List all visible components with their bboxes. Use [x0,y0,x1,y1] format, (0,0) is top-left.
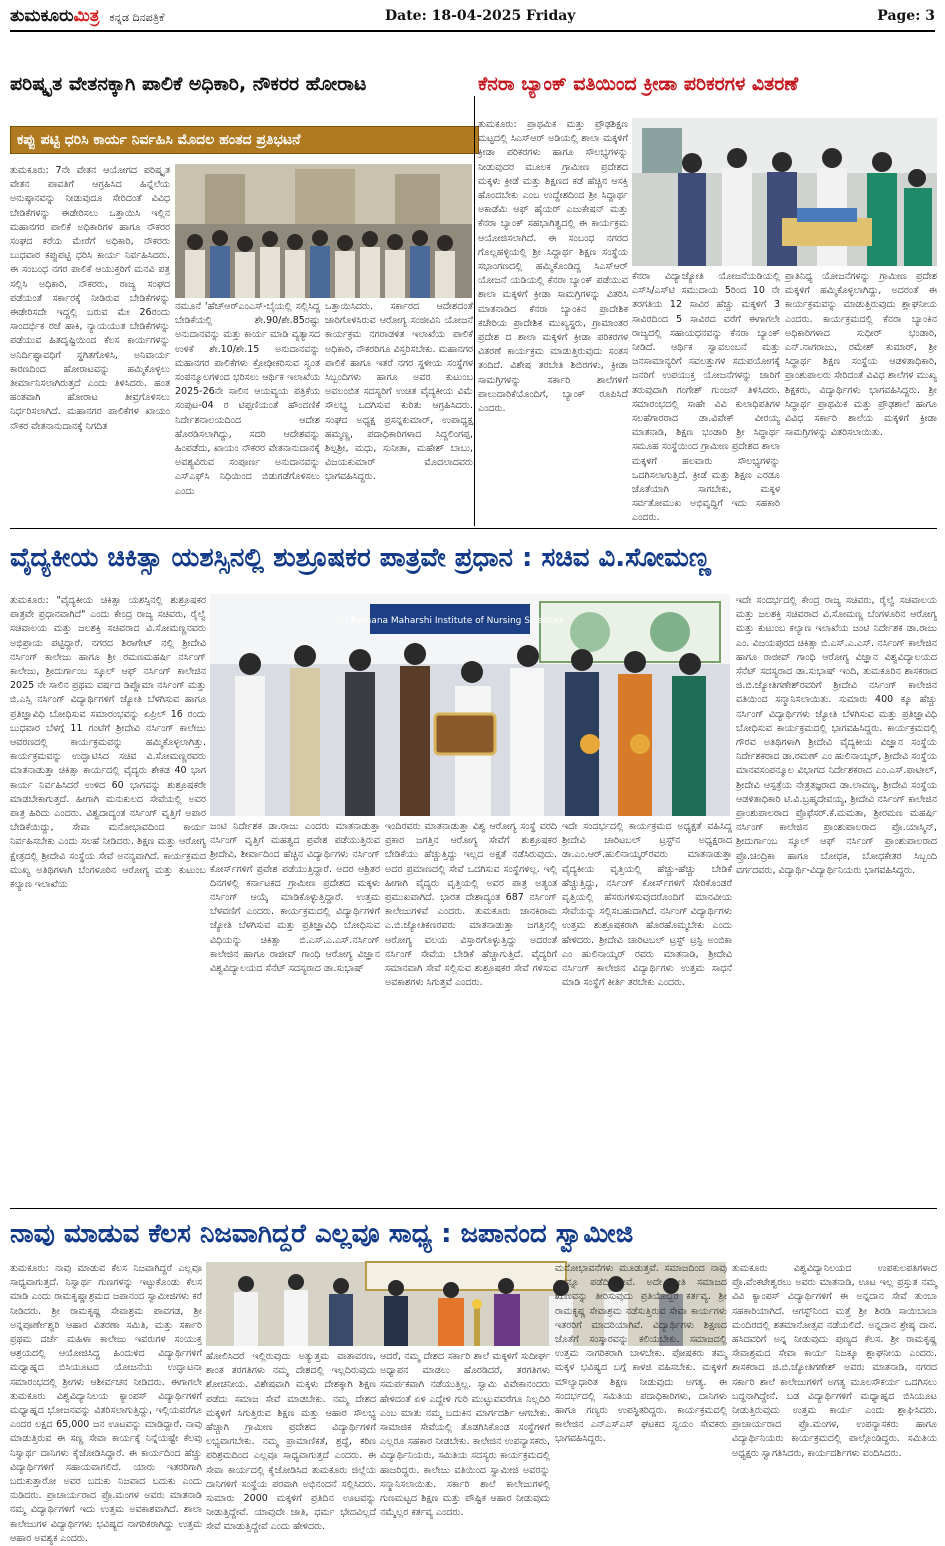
article3-column-2: ಜಂಟಿ ನಿರ್ದೇಶಕ ಡಾ.ರಾಜು ಎಂದರು ಮಾತನಾಡುತ್ತಾ ನರ್ಸಿಂಗ್ ವೃತ್ತಿಗೆ ಮಹತ್ವದ ಪ್ರವೇಶ ಪಡೆಯುತ್ತಿರುವ ಶ್ರೀದೇವಿ, ಶೀರ್ವಾದಿಂದ ಹೆಚ್ಚಿನ ವಿದ್ಯಾರ್ಥಿಗಳು ನರ್ಸಿಂಗ್ ಕೋರ್ಸ್‌ಗಳಿಗೆ ಪ್ರವೇಶ ಪಡೆಯುತ್ತಿದ್ದಾರೆ. ಅದರ ಆಶ್ರಿತರ ದಿನಗಳಲ್ಲಿ ಕರ್ನಾಟಕದ ಗ್ರಾಮೀಣ ಪ್ರದೇಶದ ಮಕ್ಕಳು ನರ್ಸಿಂಗ್ ಆಯ್ಕೆ ಮಾಡಿಕೊಳ್ಳುತ್ತಿದ್ದಾರೆ. ಉತ್ತಮ ಬೆಳವಣಿಗೆ ಎಂದರು. ಕಾರ್ಯಕ್ರಮದಲ್ಲಿ ವಿದ್ಯಾರ್ಥಿಗಳಿಗೆ ಜ್ಯೋತಿ ಬೆಳಗಿಸುವ ಮತ್ತು ಪ್ರತಿಜ್ಞಾವಿಧಿ ಬೋಧಿಸುವ ವಿಧಿಯನ್ನು ಚಿಕಿತ್ಸಾ ಬಿ.ಎಸ್.ಎ.ಎಸ್.ನರ್ಸಿಂಗ್ ಕಾಲೇಜಿನ ಹಾಗೂ ರಾಜೀವ್ ಗಾಂಧಿ ಆರೋಗ್ಯ ವಿಜ್ಞಾನ ವಿಶ್ವವಿದ್ಯಾಲಯದ ಸೆನೆಟ್ ಸದಸ್ಯರಾದ ಡಾ.ಸುಭಾಷ್ [210,821,380,975]
section-divider [10,528,937,529]
newspaper-logo: ತುಮಕೂರುಮಿತ್ರ ಕನ್ನಡ ದಿನಪತ್ರಿಕೆ [10,6,165,26]
article4-column-3: ಆದರೆ, ನಮ್ಮ ದೇಶದ ಸರ್ಕಾರಿ ಶಾಲೆ ಮಕ್ಕಳಿಗೆ ಸುದೀರ್ಘ ಅಧ್ಯಾಪನ ಮಾಡಲು ಹೊರಡಿದರೆ, ತರಗತಿಗಳು ಸಮರ್ಪಕವಾಗಿ ನಡೆಯುತ್ತಿಲ್ಲ. ಸ್ವಾಮಿ ವಿವೇಕಾನಂದರು ಹೇಳಿದಂತೆ ಏಳಿ ಎದ್ದೇಳಿ ಗುರಿ ಮುಟ್ಟುವವರೆಗೂ ನಿಲ್ಲದಿರಿ ಎಂಬ ಮಾತು ನಮ್ಮ ಬದುಕಿನ ಮಾರ್ಗದರ್ಶಿ ಆಗಬೇಕು. ಸಾಮಾಜಿಕ ಸೇವೆಯಲ್ಲಿ ತೊಡಗಿಸಿಕೊಂಡ ಸಂಸ್ಥೆಗಳಿಗೆ ಎಲ್ಲರೂ ಸಹಕಾರ ನೀಡಬೇಕು. ಕಾಲೇಜಿನ ಉಪನ್ಯಾಸಕರು, ವಿದ್ಯಾರ್ಥಿನಿಯರು, ಸಮಿತಿಯ ಸದಸ್ಯರು ಕಾರ್ಯಕ್ರಮದಲ್ಲಿ ಹಾಜರಿದ್ದರು. ಕಾಲೇಜು ವತಿಯಿಂದ ಸ್ವಾಮೀಜಿ ಅವರನ್ನು ಸನ್ಮಾನಿಸಲಾಯಿತು. ಸರ್ಕಾರಿ ಶಾಲೆ ಕಾಲೇಜುಗಳಲ್ಲಿ ಗುಣಮಟ್ಟದ ಶಿಕ್ಷಣ ಮತ್ತು ಪೌಷ್ಟಿಕ ಆಹಾರ ನೀಡುವುದು ನಮ್ಮೆಲ್ಲರ ಕರ್ತವ್ಯ ಎಂದರು. [380,1351,550,1519]
article4-column-4: ಮನೋಭಾವನೆಗಳು ಮೂಡುತ್ತವೆ. ಸಮಾಜದಿಂದ ನಾವು ಏನನ್ನೂ ಪಡೆದಿರುತ್ತೇವೆ. ಅದೇ ರೀತಿ ಸಮಾಜದ ಋಣವನ್ನು ತೀರಿಸುವುದು ಪ್ರತಿಯೊಬ್ಬರ ಕರ್ತವ್ಯ. ಶ್ರೀ ರಾಮಕೃಷ್ಣ ಸೇವಾಶ್ರಮ ನಡೆಸುತ್ತಿರುವ ಸೇವಾ ಕಾರ್ಯಗಳು ಇತರರಿಗೆ ಮಾದರಿಯಾಗಿವೆ. ವಿದ್ಯಾರ್ಥಿಗಳು ಶಿಕ್ಷಣದ ಜೊತೆಗೆ ಸಂಸ್ಕಾರವನ್ನು ಕಲಿಯಬೇಕು. ಸಮಾಜದಲ್ಲಿ ಉತ್ತಮ ನಾಗರಿಕರಾಗಿ ಬಾಳಬೇಕು. ಪೋಷಕರು ತಮ್ಮ ಮಕ್ಕಳ ಭವಿಷ್ಯದ ಬಗ್ಗೆ ಕಾಳಜಿ ವಹಿಸಬೇಕು. ಮಕ್ಕಳಿಗೆ ಮೌಲ್ಯಾಧಾರಿತ ಶಿಕ್ಷಣ ನೀಡುವುದು ಅಗತ್ಯ. ಈ ಸಂದರ್ಭದಲ್ಲಿ ಸಮಿತಿಯ ಪದಾಧಿಕಾರಿಗಳು, ದಾನಿಗಳು ಹಾಗೂ ಗಣ್ಯರು ಉಪಸ್ಥಿತರಿದ್ದರು. ಕಾರ್ಯಕ್ರಮದಲ್ಲಿ ಕಾಲೇಜಿನ ಎನ್‌ಎಸ್‌ಎಸ್ ಘಟಕದ ಸ್ವಯಂ ಸೇವಕರು ಭಾಗವಹಿಸಿದ್ದರು. [555,1263,727,1445]
article1-column-3: ಒತ್ತಾಯಿಸಿದರು. ಸರ್ಕಾರದ ಆದೇಶದಂತೆ ಜಾರಿಗೊಳಿಸಿರುವ ಆರೋಗ್ಯ ಸಂಜೀವಿನಿ ಯೋಜನೆ ಕಾರ್ಯಕ್ರಮ ನಗರಾಡಳಿತ ಇಲಾಖೆಯ ಪಾಲಿಕೆ ಅಧಿಕಾರಿ, ನೌಕರರಿಗೂ ವಿಸ್ತರಿಸಬೇಕು. ಮಹಾನಗರ ಪಾಲಿಕೆ ಹಾಗೂ ಇತರೆ ನಗರ ಸ್ಥಳೀಯ ಸಂಸ್ಥೆಗಳ ಸಿಬ್ಬಂದಿಗಳು ಹಾಗೂ ಅವರ ಕುಟುಂಬ ಅವಲಂಬಿತ ಸದಸ್ಯರಿಗೆ ಉಚಿತ ವೈದ್ಯಕೀಯ ವಿಮೆ ಸೌಲಭ್ಯ ಒದಗಿಸುವ ಕುರಿತು ಆಗ್ರಹಿಸಿದರು. ಸಂಘದ ಅಧ್ಯಕ್ಷ ಪ್ರಸನ್ನಕುಮಾರ್, ಉಪಾಧ್ಯಕ್ಷ ಹಮ್ಮಣ್ಣ, ಪದಾಧಿಕಾರಿಗಳಾದ ಸಿದ್ದಲಿಂಗಪ್ಪ, ಶಿಲ್ಪಶ್ರೀ, ಮಧು, ಸುನೀತಾ, ಮಹೇಶ್ ಬಾಬು, ವಿಜಯಕುಮಾರ್ ಮೊದಲಾದವರು ಭಾಗವಹಿಸಿದ್ದರು. [325,301,473,483]
nursing-ceremony-photo [210,594,730,816]
article2-column-3: ಪ್ರಾತಿನಿಧ್ಯ ಯೋಜನೆಗಳನ್ನು ಗ್ರಾಮೀಣ ಪ್ರದೇಶ ಮಕ್ಕಳಿಗೆ ಹಮ್ಮಿಕೊಳ್ಳಲಾಗಿದ್ದು, ಅದರಂತೆ ಈ ಕಾರ್ಯಕ್ರಮವನ್ನು ಮಾಡುತ್ತಿರುವುದು ಶ್ಲಾಘನೀಯ ಎಂದರು. ಕಾರ್ಯಕ್ರಮದಲ್ಲಿ ಕೆನರಾ ಬ್ಯಾಂಕಿನ ಅಧಿಕಾರಿಗಳಾದ ಸುಧೀರ್ ಭಂಡಾರಿ, ಎನ್.ನಾಗರಾಜು, ರಮೇಶ್ ಕುಮಾರ್, ಶ್ರೀ ಸಿದ್ಧಾರ್ಥ ಶಿಕ್ಷಣ ಸಂಸ್ಥೆಯ ಆಡಳಿತಾಧಿಕಾರಿ, ಪ್ರಾಂಶುಪಾಲರು ಸೇರಿದಂತೆ ವಿವಿಧ ಶಾಲೆಗಳ ಮುಖ್ಯ ಶಿಕ್ಷಕರು, ವಿದ್ಯಾರ್ಥಿಗಳು ಭಾಗವಹಿಸಿದ್ದರು. ಶ್ರೀ ಸಿದ್ಧಾರ್ಥ ಪ್ರಾಥಮಿಕ ಮತ್ತು ಪ್ರೌಢಶಾಲೆ ಹಾಗೂ ವಿವಿಧ ಸರ್ಕಾರಿ ಶಾಲೆಯ ಮಕ್ಕಳಿಗೆ ಕ್ರೀಡಾ ಸಾಮಗ್ರಿಗಳನ್ನು ವಿತರಿಸಲಾಯಿತು. [785,271,937,439]
article3-column-1: ತುಮಕೂರು: "ವೈದ್ಯಕೀಯ ಚಿಕಿತ್ಸಾ ಯಶಸ್ಸಿನಲ್ಲಿ ಶುಶ್ರೂಷಕರ ಪಾತ್ರವೇ ಪ್ರಧಾನವಾಗಿದೆ" ಎಂದು ಕೇಂದ್ರ ರಾಜ್ಯ ಸಚಿವರು, ರೈಲ್ವೆ ಸಚಿವಾಲಯ ಮತ್ತು ಜಲಶಕ್ತಿ ಸಚಿವರಾದ ವಿ.ಸೋಮಣ್ಣನವರು ಅಭಿಪ್ರಾಯ ಪಟ್ಟಿದ್ದಾರೆ. ನಗರದ ಶಿರಾಗೇಟ್ ನಲ್ಲಿ ಶ್ರೀದೇವಿ ನರ್ಸಿಂಗ್ ಕಾಲೇಜು ಹಾಗೂ ಶ್ರೀ ರಮಣಮಹರ್ಷಿ ನರ್ಸಿಂಗ್ ಕಾಲೇಜು, ಶ್ರೀದುರ್ಗಾಂಬ ಸ್ಕೂಲ್ ಆಫ್ ನರ್ಸಿಂಗ್ ಕಾಲೇಜಿನ 2025 ನೇ ಸಾಲಿನ ಪ್ರಥಮ ವರ್ಷದ ಡಿಪ್ಲೊಮಾ ನರ್ಸಿಂಗ್ ಮತ್ತು ಬಿ.ಎಸ್ಸಿ ನರ್ಸಿಂಗ್ ವಿದ್ಯಾರ್ಥಿಗಳಿಗೆ ಜ್ಯೋತಿ ಬೆಳಗಿಸುವ ಹಾಗೂ ಪ್ರತಿಜ್ಞಾವಿಧಿ ಬೋಧಿಸುವ ಸಮಾರಂಭವನ್ನು ಏಪ್ರಿಲ್ 16 ರಂದು ಬುಧವಾರ ಬೆಳಗ್ಗೆ 11 ಗಂಟೆಗೆ ಶ್ರೀದೇವಿ ನರ್ಸಿಂಗ್ ಕಾಲೇಜು ಆವರಣದಲ್ಲಿ ಕಾರ್ಯಕ್ರಮವನ್ನು ಹಮ್ಮಿಕೊಳ್ಳಲಾಗಿತ್ತು. ಕಾರ್ಯಕ್ರಮವನ್ನು ಉದ್ಘಾಟಿಸಿದ ಸಚಿವ ವಿ.ಸೋಮಣ್ಣರವರು ಮಾತನಾಡುತ್ತಾ ಚಿಕಿತ್ಸಾ ಕಾರ್ಯದಲ್ಲಿ ವೈದ್ಯರು ಶೇಕಡ 40 ಭಾಗ ಕಾರ್ಯ ನಿರ್ವಹಿಸಿದರೆ ಉಳಿದ 60 ಭಾಗವನ್ನು ಶುಶ್ರೂಷಕರೇ ಮಾಡಬೇಕಾಗುತ್ತದೆ. ಹೀಗಾಗಿ ಮನುಕುಲದ ಸೇವೆಯಲ್ಲಿ ಅವರ ಪಾತ್ರ ಹಿರಿದು ಎಂದರು. ವಿಶ್ವದಾದ್ಯಂತ ನರ್ಸಿಂಗ್ ವೃತ್ತಿಗೆ ಅಪಾರ ಬೇಡಿಕೆಯಿದ್ದು, ಸೇವಾ ಮನೋಭಾವದಿಂದ ಕಾರ್ಯ ನಿರ್ವಹಿಸಬೇಕು ಎಂದು ಸಲಹೆ ನೀಡಿದರು. ಶಿಕ್ಷಣ ಮತ್ತು ಆರೋಗ್ಯ ಕ್ಷೇತ್ರದಲ್ಲಿ ಶ್ರೀದೇವಿ ಸಂಸ್ಥೆಯ ಸೇವೆ ಅನನ್ಯವಾಗಿದೆ. ಕಾರ್ಯಕ್ರಮದ ಮುಖ್ಯ ಅತಿಥಿಗಳಾಗಿ ಬೆಂಗಳೂರಿನ ಆರೋಗ್ಯ ಮತ್ತು ಕುಟುಂಬ ಕಲ್ಯಾಣ ಇಲಾಖೆಯ [10,595,206,891]
protest-photo [175,164,472,298]
article3-column-4: ಇದೇ ಸಂದರ್ಭದಲ್ಲಿ ಕಾರ್ಯಕ್ರಮದ ಅಧ್ಯಕ್ಷತೆ ವಹಿಸಿದ್ದ ಶ್ರೀದೇವಿ ಚಾರಿಟಬಲ್ ಟ್ರಸ್ಟ್‌ನ ಅಧ್ಯಕ್ಷರಾದ ಡಾ.ಎಂ.ಆರ್.ಹುಲಿನಾಯ್ಕರ್‌ರವರು ಮಾತನಾಡುತ್ತಾ ವೈದ್ಯಕೀಯ ವೃತ್ತಿಯಲ್ಲಿ ಹೆಚ್ಚು-ಹೆಚ್ಚು ಬೇಡಿಕೆ ಹೆಚ್ಚುತ್ತಿದ್ದು, ನರ್ಸಿಂಗ್ ಕೋರ್ಸ್‌ಗಳಿಗೆ ಸೇರಿಕೊಂಡರೆ ವೃತ್ತಿಯಲ್ಲಿ ಹೆಸರುಗಳಿಸುವುದರೊಂದಿಗೆ ಮಾನವೀಯ ಸೇವೆಯನ್ನು ಸಲ್ಲಿಸಬಹುದಾಗಿದೆ. ನರ್ಸಿಂಗ್ ವಿದ್ಯಾರ್ಥಿಗಳು ಉತ್ತಮ ಶುಶ್ರೂಷಕರಾಗಿ ಹೊರಹೊಮ್ಮಬೇಕು ಎಂದು ಹೇಳಿದರು. ಶ್ರೀದೇವಿ ಚಾರಿಟಬಲ್ ಟ್ರಸ್ಟ್ ಟ್ರಸ್ಟಿ ಅಂಬಿಕಾ ಎಂ ಹುಲಿನಾಯ್ಕರ್ ರವರು ಮಾತನಾಡಿ, ಶ್ರೀದೇವಿ ನರ್ಸಿಂಗ್ ಕಾಲೇಜಿನ ವಿದ್ಯಾರ್ಥಿಗಳು ಉತ್ತಮ ಸಾಧನೆ ಮಾಡಿ ಸಂಸ್ಥೆಗೆ ಕೀರ್ತಿ ತರಬೇಕು ಎಂದರು. [562,821,732,989]
article1-column-2: ನಮೂನೆ 'ಹೆಚ್‌ಆರ್‌ಎಂಎಸ್-ಬೈಯಲ್ಲಿ ಸಲ್ಲಿಸಿದ್ದ ಬೇಡಿಕೆಯಲ್ಲಿ ಶೇ.90/ಶೇ.85ರಷ್ಟು ಅನುದಾನವನ್ನು ಮತ್ತು ಕಾರ್ಯ ಮಾಡಿ ವ್ಯತ್ಯಾಸದ ಉಳಿಕೆ ಶೇ.10/ಶೇ.15 ಅನುದಾನವನ್ನು ಮಹಾನಗರ ಪಾಲಿಕೆಗಳು ಕ್ರೋಢೀಕರಿಸುವ ಸ್ವಂತ ಸಂಪನ್ಮೂಲಗಳಿಂದ ಭರಿಸಲು ಆರ್ಥಿಕ ಇಲಾಖೆಯ 2025-26ನೇ ಸಾಲಿನ ಆಯವ್ಯಯ ಪತ್ರಿಕೆಯ ಸಂಪುಟ-04 ರ ಟಿಪ್ಪಣಿಯಂತೆ ಹೌಂದಣಿಕೆ ನಿರ್ದೇಶನಾಲಯದಿಂದ ಆದೇಶ ಹೊರಡಿಸಲಾಗಿದ್ದು, ಸದರಿ ಆದೇಶವನ್ನು ಹಿಂಪಡೆದು, ಖಾಯಂ ನೌಕರರ ವೇತನಾನುದಾನಕ್ಕೆ ಅವಶ್ಯವಿರುವ ಸಂಪೂರ್ಣ ಅನುದಾನವನ್ನು ಎಸ್‌ಎಫ್‌ಸಿ ನಿಧಿಯಿಂದ ಬಿಡುಗಡೆಗೊಳಿಸಲು ಎಂದು [175,301,320,497]
article2-headline: ಕೆನರಾ ಬ್ಯಾಂಕ್ ವತಿಯಿಂದ ಕ್ರೀಡಾ ಪರಿಕರಗಳ ವಿತರಣೆ [478,73,799,95]
stage-banner-text: Sri Ramana Maharshi Institute of Nursing Sciences [336,616,564,626]
article3-column-5: ಇದೇ ಸಂದರ್ಭದಲ್ಲಿ ಕೇಂದ್ರ ರಾಜ್ಯ ಸಚಿವರು, ರೈಲ್ವೆ ಸಚಿವಾಲಯ ಮತ್ತು ಜಲಶಕ್ತಿ ಸಚಿವರಾದ ವಿ.ಸೋಮಣ್ಣ ಬೆಂಗಳೂರಿನ ಆರೋಗ್ಯ ಮತ್ತು ಕುಟುಂಬ ಕಲ್ಯಾಣ ಇಲಾಖೆಯ ಜಂಟಿ ನಿರ್ದೇಶಕ ಡಾ.ರಾಜು ಎಂ. ವಿಜಯಪುರದ ಚಿಕಿತ್ಸಾ ಬಿ.ಎಸ್.ಎ.ಎಸ್. ನರ್ಸಿಂಗ್ ಕಾಲೇಜಿನ ಹಾಗೂ ರಾಜೀವ್ ಗಾಂಧಿ ಆರೋಗ್ಯ ವಿಜ್ಞಾನ ವಿಶ್ವವಿದ್ಯಾಲಯದ ಸೆನೆಟ್ ಸದಸ್ಯರಾದ ಡಾ.ಸುಭಾಷ್ ಇಂದಿ, ತುಮಕೂರಿನ ಶಾಸಕರಾದ ಜಿ.ಬಿ.ಜ್ಯೋತಿಗಣೇಶ್‌ರವರಿಗೆ ಶ್ರೀದೇವಿ ನರ್ಸಿಂಗ್ ಕಾಲೇಜಿನ ವತಿಯಿಂದ ಸನ್ಮಾನಿಸಲಾಯಿತು. ಸುಮಾರು 400 ಕ್ಕೂ ಹೆಚ್ಚು ನರ್ಸಿಂಗ್ ವಿದ್ಯಾರ್ಥಿಗಳು ಜ್ಯೋತಿ ಬೆಳಗಿಸುವ ಮತ್ತು ಪ್ರತಿಜ್ಞಾವಿಧಿ ಬೋಧಿಸುವ ಕಾರ್ಯಕ್ರಮದಲ್ಲಿ ಭಾಗವಹಿಸಿದ್ದರು. ಕಾರ್ಯಕ್ರಮದಲ್ಲಿ ಗೌರವ ಅತಿಥಿಗಳಾಗಿ ಶ್ರೀದೇವಿ ವೈದ್ಯಕೀಯ ವಿಜ್ಞಾನ ಸಂಸ್ಥೆಯ ನಿರ್ದೇಶಕರಾದ ಡಾ.ರಮಣ್ ಎಂ ಹುಲಿನಾಯ್ಕರ್, ಶ್ರೀದೇವಿ ಸಂಸ್ಥೆಯ ಮಾನವಸಂಪನ್ಮೂಲ ವಿಭಾಗದ ನಿರ್ದೇಶಕರಾದ ಎಂ.ಎಸ್.ಪಾಟೀಲ್, ಶ್ರೀದೇವಿ ಆಸ್ಪತ್ರೆಯ ನೇತ್ರತಜ್ಞರಾದ ಡಾ.ಲಾವಣ್ಯ, ಶ್ರೀದೇವಿ ಸಂಸ್ಥೆಯ ಆಡಳಿತಾಧಿಕಾರಿ ಟಿ.ವಿ.ಬ್ರಹ್ಮದೇವಯ್ಯ, ಶ್ರೀದೇವಿ ನರ್ಸಿಂಗ್ ಕಾಲೇಜಿನ ಪ್ರಾಂಶುಪಾಲರಾದ ಪ್ರೊಫೆಸರ್.ಕೆ.ಮಮತಾ, ಶ್ರೀರಮಣ ಮಹರ್ಷಿ ನರ್ಸಿಂಗ್ ಕಾಲೇಜಿನ ಪ್ರಾಂಶುಪಾಲರಾದ ಪ್ರೊ.ಯಾಸ್ಮಿನ್, ಶ್ರೀದುರ್ಗಾಂಬ ಸ್ಕೂಲ್ ಆಫ್ ನರ್ಸಿಂಗ್ ಪ್ರಾಂಶುಪಾಲರಾದ ಪ್ರೊ.ಚಂದ್ರಿಕಾ ಹಾಗೂ ಬೋಧಕ, ಬೋಧಕೇತರ ಸಿಬ್ಬಂದಿ ವರ್ಗದವರು, ವಿದ್ಯಾರ್ಥಿ-ವಿದ್ಯಾರ್ಥಿನಿಯರು ಭಾಗವಹಿಸಿದ್ದರು. [736,595,938,876]
section-divider-2 [10,1208,937,1209]
masthead [10,4,935,32]
article2-column-2: ಕೆನರಾ ವಿದ್ಯಾಜ್ಯೋತಿ ಯೋಜನೆಯಡಿಯಲ್ಲಿ ಎಸ್‌ಸಿ/ಎಸ್‌ಟಿ ಸಮುದಾಯ 5ರಿಂದ 10 ನೇ ತರಗತಿಯ 12 ಸಾವಿರ ಹೆಚ್ಚು ಮಕ್ಕಳಿಗೆ 3 ಸಾವಿರದಿಂದ 5 ಸಾವಿರದ ವರೆಗೆ ಈಗಾಗಲೇ ರಾಜ್ಯದಲ್ಲಿ ಸಹಾಯಧನವನ್ನು ಕೆನರಾ ಬ್ಯಾಂಕ್ ನೀಡಿದೆ. ಆರ್ಥಿಕ ಸ್ವಾವಲಂಬನೆ ಮತ್ತು ಜನಸಾಮಾನ್ಯರಿಗೆ ಸವಲತ್ತುಗಳ ಸದುಪಯೋಗಕ್ಕೆ ಜನರಿಗೆ ಉಪಯುಕ್ತ ಯೋಜನೆಗಳನ್ನು ಜಾರಿಗೆ ತರುವುದಾಗಿ ಗಂಗೇಶ್ ಗುಂಜನ್ ತಿಳಿಸಿದರು. ಸಮಾರಂಭದಲ್ಲಿ ಸಾಹೇ ವಿವಿ ಕುಲಾಧಿಪತಿಗಳ ಸಲಹೆಗಾರರಾದ ಡಾ.ವಿವೇಕ್ ವೀರಯ್ಯ ಮಾತನಾಡಿ, ಶಿಕ್ಷಣ ಭಂಡಾರಿ ಶ್ರೀ ಸಿದ್ಧಾರ್ಥ ಸಮೂಹ ಸಂಸ್ಥೆಯಿಂದ ಗ್ರಾಮೀಣ ಪ್ರದೇಶದ ಶಾಲಾ ಮಕ್ಕಳಿಗೆ ಹಲವಾರು ಸೌಲಭ್ಯಗಳನ್ನು ಒದಗಿಸಲಾಗುತ್ತಿದೆ. ಕ್ರೀಡೆ ಮತ್ತು ಶಿಕ್ಷಣ ಎರಡೂ ಜೊತೆಯಾಗಿ ಸಾಗಬೇಕು, ಮಕ್ಕಳ ಸರ್ವತೋಮುಖ ಅಭಿವೃದ್ಧಿಗೆ ಇದು ಸಹಕಾರಿ ಎಂದರು. [632,271,780,524]
nursing-ceremony-illustration [210,594,730,816]
sports-kit-distribution-photo [632,118,937,266]
article1-subhead: ಕಪ್ಪು ಪಟ್ಟಿ ಧರಿಸಿ ಕಾರ್ಯ ನಿರ್ವಹಿಸಿ ಮೊದಲ ಹಂತದ ಪ್ರತಿಭಟನೆ [10,126,479,154]
column-divider [474,96,475,526]
article2-column-1: ತುಮಕೂರು: ಪ್ರಾಥಮಿಕ ಮತ್ತು ಪ್ರೌಢಶಿಕ್ಷಣ ಮಟ್ಟದಲ್ಲಿ ಸಿಎಸ್‌ಆರ್ ಅಡಿಯಲ್ಲಿ ಶಾಲಾ ಮಕ್ಕಳಿಗೆ ಕ್ರೀಡಾ ಪರಿಕರಗಳು ಹಾಗೂ ಸೌಲಭ್ಯಗಳನ್ನು ನೀಡುವುದರ ಮೂಲಕ ಗ್ರಾಮೀಣ ಪ್ರದೇಶದ ಮಕ್ಕಳು ಕ್ರೀಡೆ ಮತ್ತು ಶಿಕ್ಷಣದ ಕಡೆ ಹೆಚ್ಚಿನ ಆಸಕ್ತಿ ಹೊಂದಬೇಕು ಎಂಬ ಉದ್ದೇಶದಿಂದ ಶ್ರೀ ಸಿದ್ದಾರ್ಥ ಅಕಾಡೆಮಿ ಆಫ್ ಹೈಯರ್ ಎಜುಕೇಷನ್ ಮತ್ತು ಕೆನರಾ ಬ್ಯಾಂಕ್ ಸಹಭಾಗಿತ್ವದಲ್ಲಿ ಈ ಕಾರ್ಯಕ್ರಮ ಆಯೋಜಿಸಲಾಗಿದೆ. ಈ ಸಂಬಂಧ ನಗರದ ಗೊಲ್ಲಹಳ್ಳಿಯಲ್ಲಿ ಶ್ರೀ ಸಿದ್ದಾರ್ಥ ಶಿಕ್ಷಣ ಸಂಸ್ಥೆಯ ಸಭಾಂಗಣದಲ್ಲಿ ಹಮ್ಮಿಕೊಂಡಿದ್ದ ಸಿಎಸ್‌ಆರ್ ಯೋಜನೆ ಯಡಿಯಲ್ಲಿ ಕೆನರಾ ಬ್ಯಾಂಕ್ ಪಡೆಯುವ ಶಾಲಾ ಮಕ್ಕಳಿಗೆ ಕ್ರೀಡಾ ಸಾಮಗ್ರಿಗಳನ್ನು ವಿತರಿಸಿ ಮಾತನಾಡಿದ ಕೆನರಾ ಬ್ಯಾಂಕಿನ ಪ್ರಾದೇಶಿಕ ಕಚೇರಿಯ ಪ್ರಾದೇಶಿಕ ಮುಖ್ಯಸ್ಥರು, ಗ್ರಾಮಾಂತರ ಪ್ರದೇಶ ದ ಶಾಲಾ ಮಕ್ಕಳಿಗೆ ಕ್ರೀಡಾ ಪರಿಕರಗಳ ವಿತರಣೆ ಕಾರ್ಯಕ್ರಮ ಮಾಡುತ್ತಿರುವುದು ಸಂತಸ ತಂದಿದೆ. ವಿಶೇಷ ತರಬೇತಿ ಶಿಬಿರಗಳು, ಕ್ರೀಡಾ ಸಾಮಗ್ರಿಗಳನ್ನು ಸರ್ಕಾರಿ ಶಾಲೆಗಳಿಗೆ ಪಾಲುದಾರಿಕೆಯೊಂದಿಗೆ, ಬ್ಯಾಂಕ್ ರೂಪಿಸಿದೆ ಎಂದರು. [478,119,628,415]
sports-kit-photo-illustration [632,118,937,266]
issue-date: Date: 18-04-2025 Friday [385,8,576,24]
article1-column-1: ತುಮಕೂರು: 7ನೇ ವೇತನ ಆಯೋಗದ ಪರಿಷ್ಕೃತ ವೇತನ ಪಾವತಿಗೆ ಆಗ್ರಹಿಸಿದ ಹಿನ್ನೆಲೆಯ ಅನುಷ್ಠಾನವನ್ನು ನೀಡುವುದೂ ಸೇರಿದಂತೆ ವಿವಿಧ ಬೇಡಿಕೆಗಳನ್ನು ಈಡೇರಿಸಲು ಒತ್ತಾಯಿಸಿ ಇಲ್ಲಿನ ಮಹಾನಗರ ಪಾಲಿಕೆ ಅಧಿಕಾರಿಗಳ ಹಾಗೂ ನೌಕರರ ಸಂಘದ ಕರೆಯ ಮೇರೆಗೆ ಅಧಿಕಾರಿ, ನೌಕರರು ಬುಧವಾರ ಕಪ್ಪುಪಟ್ಟಿ ಧರಿಸಿ ಕಾರ್ಯ ನಿರ್ವಹಿಸಿದರು. ಈ ಸಂಬಂಧ ನಗರ ಪಾಲಿಕೆ ಆಯುಕ್ತರಿಗೆ ಮನವಿ ಪತ್ರ ಸಲ್ಲಿಸಿ ಅಧಿಕಾರಿ, ನೌಕರರು, ರಾಜ್ಯ ಸಂಘದ ಪಡೆಯಂತೆ ಸರ್ಕಾರಕ್ಕೆ ನೀಡಿರುವ ಬೇಡಿಕೆಗಳನ್ನು ಈಡೇರಿಸದೇ ಇದ್ದಲ್ಲಿ ಬರುವ ಮೇ 26ರಂದು ಸಾಂದರ್ಭಿಕ ರಜೆ ಹಾಕಿ, ನ್ಯಾಯಯುತ ಬೇಡಿಕೆಗಳನ್ನು ಪಡೆಯುವ ಹಿತದೃಷ್ಟಿಯಿಂದ ಕೆಲಸ ಕಾರ್ಯಗಳನ್ನು ಅನಿರ್ದಿಷ್ಟಾವಧಿಗೆ ಸ್ಥಗಿತಗೊಳಿಸಿ, ಅನಿವಾರ್ಯ ಕಾರಣದಿಂದ ಹೋರಾಟವನ್ನು ಹಮ್ಮಿಕೊಳ್ಳಲು ತೀರ್ಮಾನಿಸಲಾಗಿರುತ್ತದೆ ಎಂದು ತಿಳಿಸಿದರು. ಹಂತ ಹಂತವಾಗಿ ಹೋರಾಟ ತೀವ್ರಗೊಳಿಸಲು ನಿರ್ಧರಿಸಲಾಗಿದೆ. ಮಹಾನಗರ ಪಾಲಿಕೆಗಳ ಖಾಯಂ ನೌಕರ ವೇತನಾನುದಾನಕ್ಕೆ ನಿಗದಿತ [10,165,170,432]
article4-column-1: ತುಮಕೂರು: ನಾವು ಮಾಡುವ ಕೆಲಸ ನಿಜವಾಗಿದ್ದರೆ ಎಲ್ಲವೂ ಸಾಧ್ಯವಾಗುತ್ತದೆ. ನಿಸ್ವಾರ್ಥ ಗುಣಗಳನ್ನು ಇಟ್ಟುಕೊಂಡು ಕೆಲಸ ಮಾಡಿ ಎಂದು ರಾಮಕೃಷ್ಣಾಶ್ರಮದ ಜಪಾನಂದ ಸ್ವಾಮೀಜಿಗಳು ಕರೆ ನೀಡಿದರು. ಶ್ರೀ ರಾಮಕೃಷ್ಣ ಸೇವಾಶ್ರಮ ಪಾವಗಡ, ಶ್ರೀ ಅನ್ನಪೂರ್ಣೇಶ್ವರಿ ಆಹಾರ ವಿತರಣಾ ಸಮಿತಿ, ಮತ್ತು ಸರ್ಕಾರಿ ಪ್ರಥಮ ದರ್ಜೆ ಮಹಿಳಾ ಕಾಲೇಜು ಇವರುಗಳ ಸಂಯುಕ್ತ ಆಶ್ರಯದಲ್ಲಿ ಆಯೋಜಿಸಿದ್ದ ಹಿಂದುಳಿದ ವಿದ್ಯಾರ್ಥಿಗಳಿಗೆ ಮಧ್ಯಾಹ್ನದ ಬಿಸಿಯೂಟದ ಯೋಜನೆಯ ಉದ್ಘಾಟನಾ ಸಮಾರಂಭದಲ್ಲಿ ಶ್ರೀಗಳು ಆಶೀರ್ವಚನ ನೀಡಿದರು. ಈಗಾಗಲೇ ತುಮಕೂರು ವಿಶ್ವವಿದ್ಯಾನಿಲಯ ಕ್ಯಾಂಪಸ್ ವಿದ್ಯಾರ್ಥಿಗಳಿಗೆ ಮಧ್ಯಾಹ್ನದ ಭೋಜನವನ್ನು ವಿತರಿಸಲಾಗುತ್ತಿದ್ದು, ಇಲ್ಲಿಯವರೆಗೂ ಎಂದರ ಲಕ್ಷದ 65,000 ಜನ ಊಟವನ್ನು ಮಾಡಿದ್ದಾರೆ. ನಾವು ಮಾಡುತ್ತಿರುವ ಈ ಸಣ್ಣ ಸೇವಾ ಕಾರ್ಯಕ್ಕೆ ನಿನ್ನೆಯಷ್ಟೇ ಕೆಲವು ನಿಸ್ವಾರ್ಥ ದಾನಿಗಳು ಕೈಜೋಡಿಸಿದ್ದಾರೆ. ಈ ಕಾರ್ಯದಿಂದ ಹೆಚ್ಚು ವಿದ್ಯಾರ್ಥಿಗಳಿಗೆ ಸಹಾಯವಾಗಲಿದೆ. ಯಾರು ಇತರರಿಗಾಗಿ ಬದುಕುತ್ತಾರೋ ಅವರ ಬದುಕು ನಿಜವಾದ ಬದುಕು ಎಂದು ನುಡಿದರು. ಪ್ರಾಚಾರ್ಯರಾದ ಪ್ರೊ.ಮಂಗಳ ಅವರು ಮಾತನಾಡಿ ನಮ್ಮ ವಿದ್ಯಾರ್ಥಿಗಳಿಗೆ ಇದು ಉತ್ತಮ ಅವಕಾಶವಾಗಿದೆ. ಶಾಲಾ ಕಾಲೇಜುಗಳ ವಿದ್ಯಾರ್ಥಿಗಳು ಭವಿಷ್ಯದ ನಾಗರಿಕರಾಗಿದ್ದು ಉತ್ತಮ ಆಹಾರ ಅವಶ್ಯಕ ಎಂದರು. [10,1263,202,1544]
article1-headline: ಪರಿಷ್ಕೃತ ವೇತನಕ್ಕಾಗಿ ಪಾಲಿಕೆ ಅಧಿಕಾರಿ, ನೌಕರರ ಹೋರಾಟ [10,73,367,95]
page-number: Page: 3 [877,8,935,24]
article3-headline: ವೈದ್ಯಕೀಯ ಚಿಕಿತ್ಸಾ ಯಶಸ್ಸಿನಲ್ಲಿ ಶುಶ್ರೂಷಕರ ಪಾತ್ರವೇ ಪ್ರಧಾನ : ಸಚಿವ ವಿ.ಸೋಮಣ್ಣ [10,543,711,573]
protest-photo-illustration [175,164,472,298]
article4-headline: ನಾವು ಮಾಡುವ ಕೆಲಸ ನಿಜವಾಗಿದ್ದರೆ ಎಲ್ಲವೂ ಸಾಧ್ಯ : ಜಪಾನಂದ ಸ್ವಾಮೀಜಿ [10,1219,634,1249]
article4-column-2: ಹೋಲಿಸಿದರೆ ಇಲ್ಲಿರುವುದು ಅತ್ಯುತ್ತಮ ವಾತಾವರಣ, ಶಾಂತ ತರಗತಿಗಳು ನಮ್ಮ ದೇಶದಲ್ಲಿ ಇಲ್ಲದಿರುವುದು ಶೋಚನೀಯ. ವಿಶೇಷವಾಗಿ ಮಕ್ಕಳು ದೇಶಕ್ಕಾಗಿ ಶಿಕ್ಷಣ ಪಡೆದು ಸಮಾಜ ಸೇವೆ ಮಾಡಬೇಕು. ನಮ್ಮ ದೇಶದ ಮಕ್ಕಳಿಗೆ ಸಿಗುತ್ತಿರುವ ಶಿಕ್ಷಣ ಮತ್ತು ಆಹಾರ ಸೌಲಭ್ಯ ಹೆಚ್ಚಾಗಿ ಗ್ರಾಮೀಣ ಪ್ರದೇಶದ ವಿದ್ಯಾರ್ಥಿಗಳಿಗೆ ಲಭ್ಯವಾಗಬೇಕು. ನಮ್ಮ ಪ್ರಾಮಾಣಿಕತೆ, ಶ್ರದ್ಧೆ, ಕಠಿಣ ಪರಿಶ್ರಮದಿಂದ ಎಲ್ಲವೂ ಸಾಧ್ಯವಾಗುತ್ತದೆ ಎಂದರು. ಈ ಸೇವಾ ಕಾರ್ಯದಲ್ಲಿ ಕೈಜೋಡಿಸಿದ ತುಮಕೂರು ಜಿಲ್ಲೆಯ ದಾನಿಗಳಿಗೆ ಸಂಸ್ಥೆಯ ಪರವಾಗಿ ಅಭಿನಂದನೆ ಸಲ್ಲಿಸಿದರು. ಸುಮಾರು 2000 ಮಕ್ಕಳಿಗೆ ಪ್ರತಿದಿನ ಊಟವನ್ನು ನೀಡುತ್ತಿದ್ದೇವೆ. ಯಾವುದೇ ಜಾತಿ, ಧರ್ಮ ಭೇದವಿಲ್ಲದೆ ಸೇವೆ ಮಾಡುತ್ತಿದ್ದೇವೆ ಎಂದು ಹೇಳಿದರು. [206,1351,376,1533]
article3-column-3: ಇಂದಿರವರು ಮಾತನಾಡುತ್ತಾ ವಿಶ್ವ ಆರೋಗ್ಯ ಸಂಸ್ಥೆ ವರದಿ ಪ್ರಕಾರ ಜಗತ್ತಿನ ಆರೋಗ್ಯ ಸೇವೆಗೆ ಶುಶ್ರೂಷಕರ ಬೇಡಿಕೆಯು ಹೆಚ್ಚುತ್ತಿದ್ದು ಇಲ್ಲದ ಅಕ್ಷತೆ ನಡೆಸಿರುವುದು. ಅದರ ಪ್ರಮಾಣದಲ್ಲಿ ಸೇವೆ ಒದಗಿಸುವ ಸಂಸ್ಥೆಗಳಿಲ್ಲ. ಇಲ್ಲಿ ಹೀಗಾಗಿ ವೈದ್ಯರು ವೃತ್ತಿಯಲ್ಲಿ ಅವರ ಪಾತ್ರ ಅತ್ಯಂತ ಪ್ರಮುಖವಾಗಿದೆ. ಭಾರತ ದೇಶಾದ್ಯಂತ 687 ನರ್ಸಿಂಗ್ ಕಾಲೇಜುಗಳಿವೆ ಎಂದರು. ತುಮಕೂರು ಜಾನಕಿರಾಮ ಎ.ಬಿ.ಜ್ಯೋತಿಕಣರವರು ಮಾತನಾಡುತ್ತಾ ಜಗತ್ತಿನಲ್ಲಿ ಆರೋಗ್ಯ ವಲಯ ವಿಸ್ತಾರಗೊಳ್ಳುತ್ತಿದ್ದು ಅದರಂತೆ ನರ್ಸಿಂಗ್ ಸೇವೆಯ ಬೇಡಿಕೆ ಹೆಚ್ಚಾಗುತ್ತಿದೆ. ವೈದ್ಯರಿಗೆ ಸಮಾನವಾಗಿ ಸೇವೆ ಸಲ್ಲಿಸುವ ಶುಶ್ರೂಷಕರ ಸೇವೆ ಗಳಿಸುವ ಅವಕಾಶಗಳು ಸಿಗುತ್ತವೆ ಎಂದರು. [385,821,557,989]
article4-column-5: ತುಮಕೂರು ವಿಶ್ವವಿದ್ಯಾನಿಲಯದ ಉಪಕುಲಪತಿಗಳಾದ ಪ್ರೊ.ವೆಂಕಟೇಶ್ವರಲು ಅವರು ಮಾತನಾಡಿ, ಊಟ ಇಲ್ಲ ಪ್ರಸ್ತುತ ನಮ್ಮ ವಿವಿ ಕ್ಯಾಂಪಸ್ ವಿದ್ಯಾರ್ಥಿಗಳಿಗೆ ಈ ಅನ್ನದಾನ ಸೇವೆ ತುಂಬಾ ಸಹಕಾರಿಯಾಗಿದೆ. ಆಗಸ್ಟ್‌ನಿಂದ ಮತ್ತೆ ಶ್ರೀ ಶಿರಡಿ ಸಾಯಿಬಾಬಾ ಮಂದಿರದಲ್ಲಿ ಶತಮಾನೋತ್ಸವ ನಡೆಯಲಿದೆ. ಅನ್ನದಾನ ಶ್ರೇಷ್ಠ ದಾನ. ಹಸಿದವರಿಗೆ ಅನ್ನ ನೀಡುವುದು ಪುಣ್ಯದ ಕೆಲಸ. ಶ್ರೀ ರಾಮಕೃಷ್ಣ ಸೇವಾಶ್ರಮದ ಸೇವಾ ಕಾರ್ಯ ನಿಜಕ್ಕೂ ಶ್ಲಾಘನೀಯ ಎಂದರು. ಶಾಸಕರಾದ ಜಿ.ಬಿ.ಜ್ಯೋತಿಗಣೇಶ್ ಅವರು ಮಾತನಾಡಿ, ನಗರದ ಸರ್ಕಾರಿ ಶಾಲೆ ಕಾಲೇಜುಗಳಿಗೆ ಅಗತ್ಯ ಮೂಲಸೌಕರ್ಯ ಒದಗಿಸಲು ಬದ್ಧನಾಗಿದ್ದೇನೆ. ಬಡ ವಿದ್ಯಾರ್ಥಿಗಳಿಗೆ ಮಧ್ಯಾಹ್ನದ ಬಿಸಿಯೂಟ ನೀಡುತ್ತಿರುವುದು ಉತ್ತಮ ಕಾರ್ಯ ಎಂದು ಶ್ಲಾಘಿಸಿದರು. ಪ್ರಾಚಾರ್ಯರಾದ ಪ್ರೊ.ಮಂಗಳ, ಉಪನ್ಯಾಸಕರು ಹಾಗೂ ವಿದ್ಯಾರ್ಥಿನಿಯರು ಕಾರ್ಯಕ್ರಮದಲ್ಲಿ ಪಾಲ್ಗೊಂಡಿದ್ದರು. ಸಮಿತಿಯ ಅಧ್ಯಕ್ಷರು ಸ್ವಾಗತಿಸಿದರು, ಕಾರ್ಯದರ್ಶಿಗಳು ವಂದಿಸಿದರು. [732,1263,937,1459]
logo-tagline: ಕನ್ನಡ ದಿನಪತ್ರಿಕೆ [109,11,165,24]
